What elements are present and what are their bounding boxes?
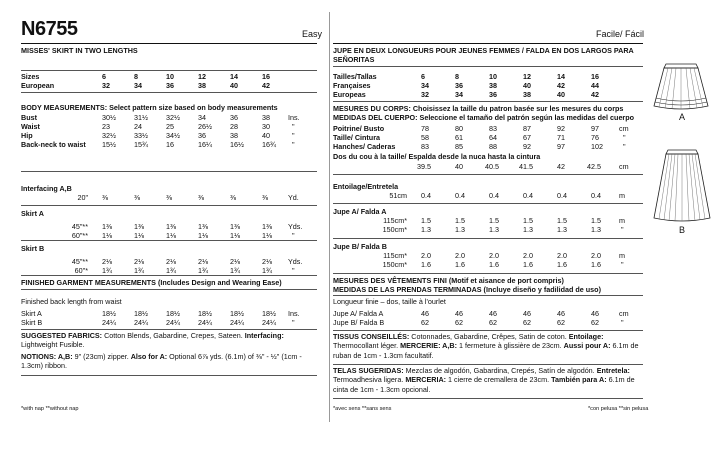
footnote-es: *con pelusa **sin pelusa <box>588 406 649 412</box>
table-row: 115cm* 2.0 2.0 2.0 2.0 2.0 2.0 m <box>383 251 625 260</box>
fini-sub: Longueur finie – dos, taille à l'ourlet <box>333 297 446 306</box>
fini-table <box>333 309 641 327</box>
table-row: Jupe B/ Falda B 62 62 62 62 62 62 " <box>333 318 624 327</box>
table-row: Jupe A/ Falda A 46 46 46 46 46 46 cm <box>333 309 629 318</box>
telas-sugeridas: TELAS SUGERIDAS: Mezclas de algodón, Gabardina, Crepés, Satín de algodón. Entretela: Termoadhesiva ligera. MERCERIA: 1 cierre de cremallera de 23cm. También para A: 6.1m de cinta de 1cm - 1.3cm opcional. <box>333 366 635 394</box>
table-row: Skirt A 18½ 18½ 18½ 18½ 18½ 18½ Ins. <box>21 309 300 318</box>
skirt-a-sketch <box>648 58 716 118</box>
dos-label: Dos du cou à la taille/ Espalda desde la nuca hasta la cintura <box>333 152 541 161</box>
table-row: Europeas 32 34 36 38 40 42 <box>333 90 599 99</box>
table-row: Hanches/ Caderas 83 85 88 92 97 102 " <box>333 142 626 151</box>
table-row: 20" ⅜ ⅜ ⅜ ⅜ ⅜ ⅜ Yd. <box>77 193 299 202</box>
difficulty-en: Easy <box>302 29 323 39</box>
entoilage-table: Entoilage/Entretela 51cm 0.4 0.4 0.4 0.4 0.4 0.4 m <box>333 182 641 200</box>
right-title-1: JUPE EN DEUX LONGUEURS POUR JEUNES FEMMES / FALDA EN DOS LARGOS PARA <box>333 46 634 55</box>
difficulty-fr-es: Facile/ Fácil <box>596 29 645 39</box>
jupe-a-table: Jupe A/ Falda A 115cm* 1.5 1.5 1.5 1.5 1.5 1.5 m 150cm* 1.3 1.3 1.3 1.3 1.3 1.3 " <box>333 207 641 234</box>
table-row: Back-neck to waist 15½ 15¾ 16 16¼ 16½ 16¾ " <box>21 140 295 149</box>
sizes-row: Sizes 6 8 10 12 14 16 <box>21 72 270 81</box>
body-measurements-title: BODY MEASUREMENTS: Select pattern size based on body measurements <box>21 103 278 112</box>
finished-title: FINISHED GARMENT MEASUREMENTS (Includes Design and Wearing Ease) <box>21 278 282 287</box>
row-label: Sizes <box>21 72 40 81</box>
yardage-table <box>21 184 316 202</box>
dos-table <box>333 162 641 171</box>
european-row: European 32 34 36 38 40 42 <box>21 81 270 90</box>
table-row: 115cm* 1.5 1.5 1.5 1.5 1.5 1.5 m <box>383 216 625 225</box>
jupe-b-table: Jupe B/ Falda B 115cm* 2.0 2.0 2.0 2.0 2.0 2.0 m 150cm* 1.6 1.6 1.6 1.6 1.6 1.6 " <box>333 242 641 269</box>
table-row: Poitrine/ Busto 78 80 83 87 92 97 cm <box>333 124 629 133</box>
view-a-label: A <box>679 112 686 122</box>
table-row: Françaises 34 36 38 40 42 44 <box>333 81 599 90</box>
body-title-es: MEDIDAS DEL CUERPO: Seleccione el tamaño del patrón según las medidas del cuerpo <box>333 113 635 122</box>
table-row: Taille/ Cintura 58 61 64 67 71 76 " <box>333 133 626 142</box>
footnote-fr: *avec sens **sans sens <box>333 406 392 412</box>
table-row: Bust 30½ 31½ 32½ 34 36 38 Ins. <box>21 113 300 122</box>
table-row: Tailles/Tallas 6 8 10 12 14 16 <box>333 72 599 81</box>
body-title-fr: MESURES DU CORPS: Choisissez la taille du patron basée sur les mesures du corps <box>333 104 624 113</box>
table-row: Skirt B 24¼ 24¼ 24¼ 24¼ 24¼ 24¼ " <box>21 318 295 327</box>
finished-table <box>21 309 316 327</box>
interfacing-label: Interfacing A,B <box>21 184 72 193</box>
table-row: 51cm 0.4 0.4 0.4 0.4 0.4 0.4 m <box>389 191 625 200</box>
table-row: 150cm* 1.3 1.3 1.3 1.3 1.3 1.3 " <box>382 225 624 234</box>
suggested-fabrics: SUGGESTED FABRICS: Cotton Blends, Gabardine, Crepes, Sateen. Interfacing: Lightweight Fusible. <box>21 331 284 350</box>
skirt-b-table: Skirt B 45"** 2⅛ 2⅛ 2⅛ 2⅛ 2⅛ 2⅛ Yds. 60"* 1¾ 1¾ 1¾ 1¾ 1¾ 1¾ " <box>21 244 316 275</box>
sizes-table <box>21 72 288 90</box>
table-row: 39.5 40 40.5 41.5 42 42.5 cm <box>417 162 629 171</box>
left-subtitle: MISSES' SKIRT IN TWO LENGTHS <box>21 46 138 55</box>
pattern-number: N6755 <box>21 18 78 40</box>
notions: NOTIONS: A,B: 9" (23cm) zipper. Also for A: Optional 6⅞ yds. (6.1m) of ⅜" - ½" (1cm - 1.3cm) ribbon. <box>21 352 302 371</box>
left-footnote: *with nap **without nap <box>21 406 79 412</box>
finished-sub: Finished back length from waist <box>21 297 122 306</box>
view-b-label: B <box>679 225 686 235</box>
table-row: 60"* 1¾ 1¾ 1¾ 1¾ 1¾ 1¾ " <box>74 266 295 275</box>
table-row: 45"** 2⅛ 2⅛ 2⅛ 2⅛ 2⅛ 2⅛ Yds. <box>71 257 303 266</box>
skirt-b-sketch <box>650 146 714 226</box>
table-row: Hip 32½ 33½ 34½ 36 38 40 " <box>21 131 295 140</box>
body-measurements-table <box>21 113 316 149</box>
table-row: 60"** 1⅛ 1⅛ 1⅛ 1⅛ 1⅛ 1⅛ " <box>71 231 295 240</box>
body-measurements-metric-table <box>333 124 641 151</box>
table-row: 45"** 1⅜ 1⅜ 1⅜ 1⅜ 1⅜ 1⅜ Yds. <box>71 222 303 231</box>
fini-title-es: MEDIDAS DE LAS PRENDAS TERMINADAS (Incluye diseño y fadilidad de uso) <box>333 285 601 294</box>
right-title-2: SEÑORITAS <box>333 55 375 64</box>
tailles-table <box>333 72 619 99</box>
table-row: 150cm* 1.6 1.6 1.6 1.6 1.6 1.6 " <box>382 260 624 269</box>
tissus-conseilles: TISSUS CONSEILLÉS: Cotonnades, Gabardine, Crêpes, Satin de coton. Entoilage: Thermocollant léger. MERCERIE: A,B: 1 fermeture à glissière de 23cm. Aussi pour A: 6.1m de ruban de 1cm - 1.3cm facultatif. <box>333 332 639 360</box>
table-row: Waist 23 24 25 26½ 28 30 " <box>21 122 295 131</box>
skirt-a-table: Skirt A 45"** 1⅜ 1⅜ 1⅜ 1⅜ 1⅜ 1⅜ Yds. 60"** 1⅛ 1⅛ 1⅛ 1⅛ 1⅛ 1⅛ " <box>21 209 316 240</box>
fini-title-fr: MESURES DES VÊTEMENTS FINI (Motif et aisance de port compris) <box>333 276 564 285</box>
